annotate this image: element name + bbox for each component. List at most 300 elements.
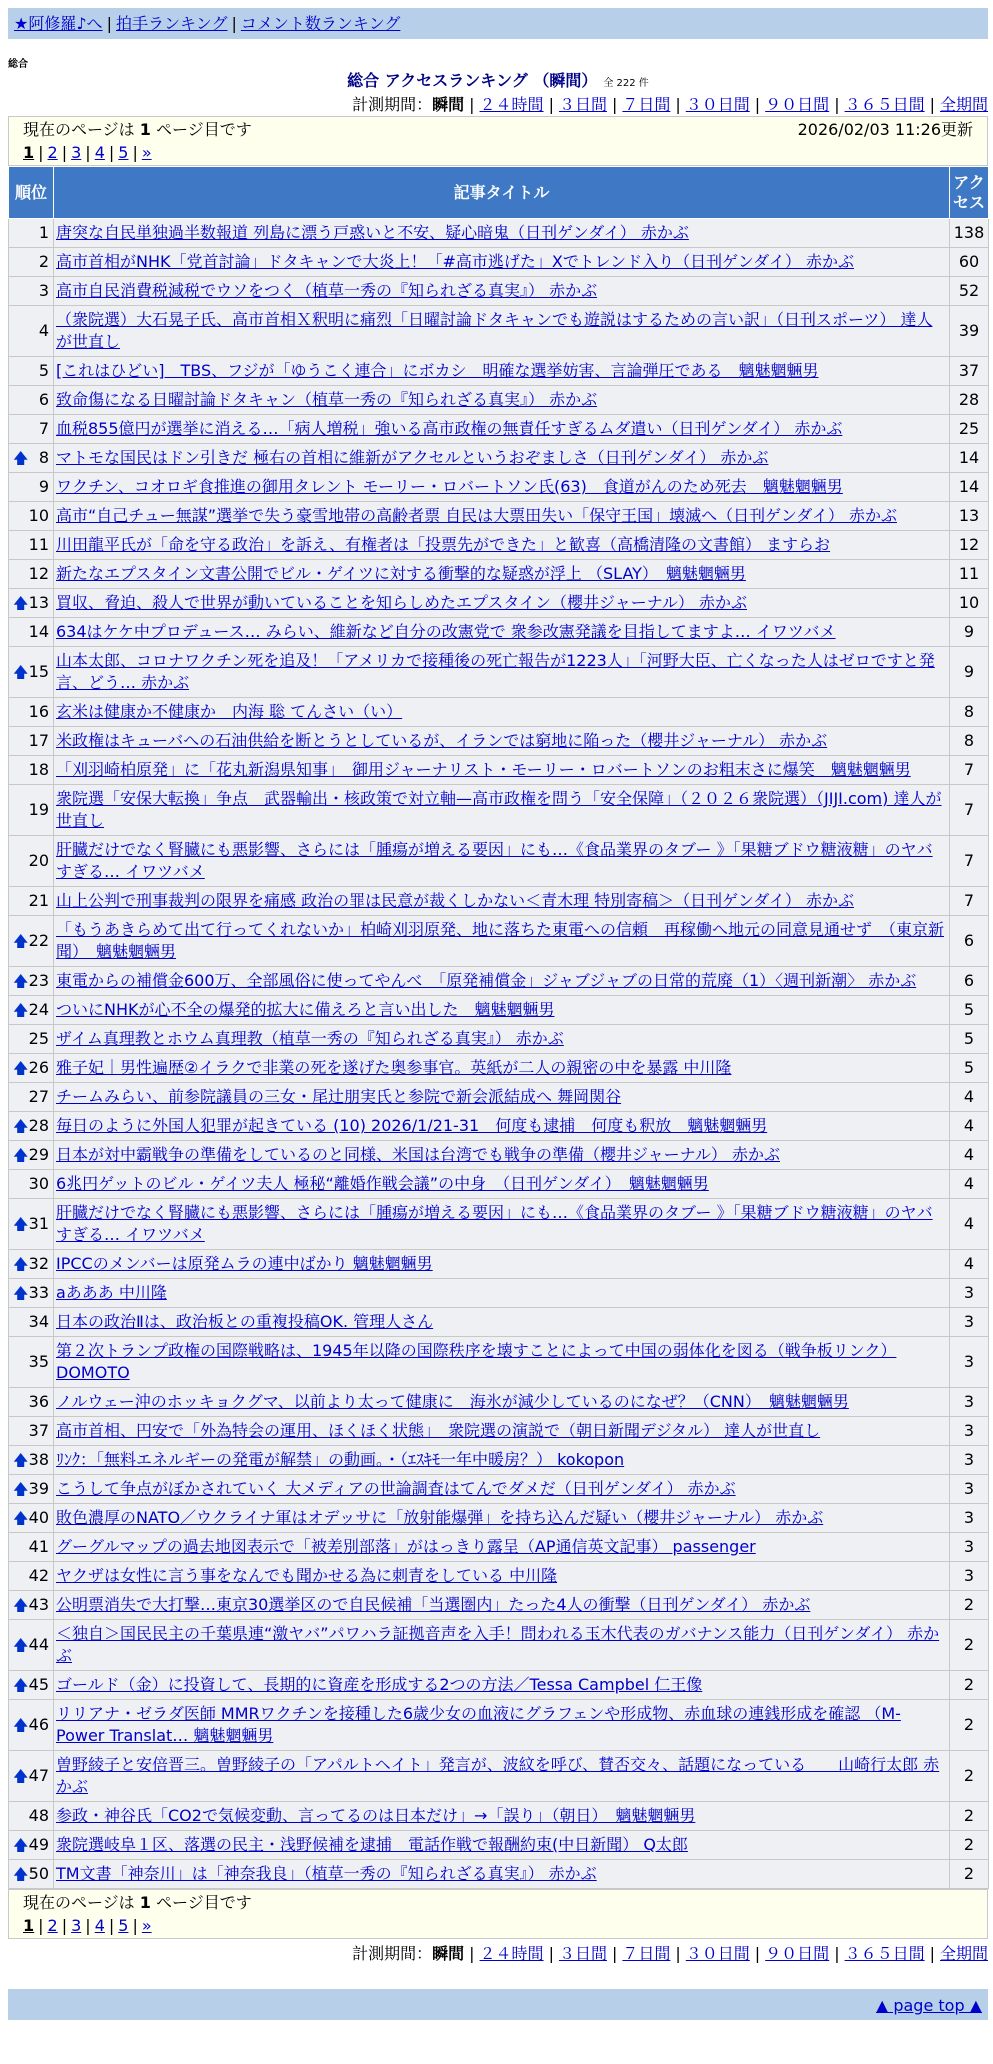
article-title-link[interactable]: 致命傷になる日曜討論ドタキャン（植草一秀の『知られざる真実』） 赤かぶ (56, 390, 598, 409)
period-current: 瞬間 (432, 95, 465, 114)
rank-number: 9 (38, 477, 49, 496)
rank-cell (9, 996, 54, 1025)
title-cell (54, 698, 950, 727)
period-link-bottom[interactable]: ７日間 (622, 1944, 671, 1963)
access-count-cell: 60 (950, 248, 989, 277)
article-title-link[interactable]: 東電からの補償金600万、全部風俗に使ってやんべ 「原発補償金」ジャブジャブの日常的荒廃（1）〈週刊新潮〉 赤かぶ (56, 971, 917, 990)
rank-up-arrow-icon: 🡅 (13, 1836, 29, 1854)
access-count-cell: 37 (950, 357, 989, 386)
rank-number: 25 (28, 1029, 49, 1048)
rank-number: 4 (38, 321, 49, 340)
title-cell (54, 1199, 950, 1250)
pagination-link[interactable]: 2 (47, 143, 58, 162)
period-separator: | (929, 95, 935, 114)
table-row (9, 219, 989, 248)
rank-up-arrow-icon: 🡅 (13, 932, 29, 950)
article-title-link[interactable]: [これはひどい] TBS、フジが「ゆうこく連合」にボカシ 明確な選挙妨害、言論弾圧である 魑魅魍魎男 (56, 361, 819, 380)
period-separator: | (548, 95, 554, 114)
access-count-cell: 14 (950, 444, 989, 473)
title-cell (54, 248, 950, 277)
period-separator: | (834, 95, 840, 114)
rank-cell (9, 1671, 54, 1700)
table-row (9, 1831, 989, 1860)
rank-cell (9, 618, 54, 647)
title-cell (54, 1417, 950, 1446)
rank-number: 5 (38, 361, 49, 380)
access-count-cell: 2 (950, 1831, 989, 1860)
rank-cell (9, 1860, 54, 1889)
rank-up-arrow-icon: 🡅 (13, 1117, 29, 1135)
page-status (23, 1891, 252, 1914)
table-row (9, 386, 989, 415)
title-cell (54, 727, 950, 756)
article-title-link[interactable]: ﾘﾝｸ：「無料エネルギーの発電が解禁」の動画。・（ｴｽｷﾓ一年中暖房？） kokopon (56, 1450, 625, 1469)
header-title: 記事タイトル (54, 167, 950, 219)
table-row (9, 1199, 989, 1250)
applause-ranking-link[interactable]: 拍手ランキング (115, 14, 228, 33)
rank-cell (9, 698, 54, 727)
page-top-link[interactable]: ▲ page top ▲ (875, 1996, 982, 2015)
access-count-cell: 9 (950, 647, 989, 698)
article-title-link[interactable]: 日本の政治Ⅱは、政治板との重複投稿OK. 管理人さん (56, 1312, 434, 1331)
title-cell (54, 589, 950, 618)
access-count-cell: 3 (950, 1533, 989, 1562)
table-row (9, 967, 989, 996)
rank-number: 32 (28, 1254, 49, 1273)
period-link-bottom[interactable]: ３０日間 (685, 1944, 750, 1963)
page-root (8, 8, 993, 2020)
table-row (9, 1388, 989, 1417)
title-cell (54, 1170, 950, 1199)
pagination-link[interactable]: 4 (94, 1916, 105, 1935)
total-count: 全 222 件 (603, 78, 649, 89)
access-count-cell: 5 (950, 1054, 989, 1083)
rank-up-arrow-icon: 🡅 (13, 1636, 29, 1654)
table-row (9, 415, 989, 444)
access-count-cell: 138 (950, 219, 989, 248)
title-cell (54, 1308, 950, 1337)
title-cell (54, 502, 950, 531)
access-count-cell: 52 (950, 277, 989, 306)
table-row (9, 647, 989, 698)
category-label: 総合 (8, 59, 28, 70)
table-row (9, 1112, 989, 1141)
rank-up-arrow-icon: 🡅 (13, 1284, 29, 1302)
access-count-cell: 2 (950, 1671, 989, 1700)
period-link[interactable]: ３０日間 (685, 95, 750, 114)
article-title-link[interactable]: 「刈羽崎柏原発」に「花丸新潟県知事」 御用ジャーナリスト・モーリー・ロバートソンのお粗末さに爆笑 魑魅魍魎男 (56, 760, 911, 779)
title-cell (54, 1025, 950, 1054)
rank-number: 45 (28, 1675, 49, 1694)
pagination-link[interactable]: 4 (94, 143, 105, 162)
access-count-cell: 39 (950, 306, 989, 357)
title-cell (54, 1112, 950, 1141)
article-title-link[interactable]: 川田龍平氏が「命を守る政治」を訴え、有権者は「投票先ができた」と歓喜（高橋清隆の文書館） ますらお (56, 535, 831, 554)
pagination-link[interactable]: 2 (47, 1916, 58, 1935)
title-cell (54, 916, 950, 967)
access-count-cell: 6 (950, 916, 989, 967)
access-count-cell: 4 (950, 1250, 989, 1279)
rank-number: 15 (28, 662, 49, 681)
access-count-cell: 4 (950, 1083, 989, 1112)
rank-cell (9, 1279, 54, 1308)
article-title-link[interactable]: ＜独自＞国民民主の千葉県連“激ヤバ”パワハラ証拠音声を入手！問われる玉木代表のガバナンス能力（日刊ゲンダイ） 赤かぶ (56, 1624, 940, 1665)
period-link-bottom[interactable]: ３６５日間 (844, 1944, 925, 1963)
rank-number: 29 (28, 1145, 49, 1164)
table-row (9, 248, 989, 277)
access-count-cell: 3 (950, 1279, 989, 1308)
rank-up-arrow-icon: 🡅 (13, 594, 29, 612)
article-title-link[interactable]: 血税855億円が選挙に消える…「病人増税」強いる高市政権の無責任すぎるムダ遣い（日刊ゲンダイ） 赤かぶ (56, 419, 843, 438)
updated-timestamp: 2026/02/03 11:26更新 (797, 120, 973, 139)
article-title-link[interactable]: IPCCのメンバーは原発ムラの連中ばかり 魑魅魍魎男 (56, 1254, 433, 1273)
rank-number: 2 (38, 252, 49, 271)
rank-cell (9, 785, 54, 836)
nav-separator: | (106, 14, 112, 33)
rank-cell (9, 1562, 54, 1591)
page-status-number: 1 (139, 1893, 151, 1912)
pagination-separator: | (85, 1916, 91, 1935)
access-count-cell: 10 (950, 589, 989, 618)
top-nav-bar (8, 8, 988, 39)
rank-number: 3 (38, 281, 49, 300)
period-separator: | (754, 95, 761, 114)
period-link[interactable]: 全期間 (939, 95, 988, 114)
rank-number: 20 (28, 851, 49, 870)
article-title-link[interactable]: 玄米は健康か不健康か 内海 聡 てんさい（い） (56, 702, 403, 721)
rank-number: 1 (38, 223, 49, 242)
rank-up-arrow-icon: 🡅 (13, 1676, 29, 1694)
rank-cell (9, 1446, 54, 1475)
title-cell (54, 1591, 950, 1620)
rank-cell (9, 916, 54, 967)
rank-up-arrow-icon: 🡅 (13, 1865, 29, 1883)
article-title-link[interactable]: 唐突な自民単独過半数報道 列島に漂う戸惑いと不安、疑心暗鬼（日刊ゲンダイ） 赤かぶ (56, 223, 689, 242)
access-count-cell: 2 (950, 1860, 989, 1889)
title-cell (54, 1054, 950, 1083)
rank-number: 17 (28, 731, 49, 750)
rank-number: 27 (28, 1087, 49, 1106)
home-link[interactable]: ★阿修羅♪へ (14, 14, 103, 33)
article-title-link[interactable]: ザイム真理教とホウム真理教（植草一秀の『知られざる真実』） 赤かぶ (56, 1029, 564, 1048)
rank-cell (9, 473, 54, 502)
article-title-link[interactable]: TM文書「神奈川」は「神奈我良」（植草一秀の『知られざる真実』） 赤かぶ (56, 1864, 597, 1883)
period-link-bottom[interactable]: ９０日間 (765, 1944, 830, 1963)
pagination-current: 1 (23, 1916, 35, 1935)
rank-number: 13 (28, 593, 49, 612)
page-title-line (8, 71, 988, 94)
page-status-row (23, 1891, 973, 1914)
pagination-link[interactable]: 5 (118, 143, 129, 162)
title-cell (54, 647, 950, 698)
pagination-next[interactable]: » (141, 1916, 152, 1935)
pagination-link[interactable]: 3 (71, 143, 82, 162)
article-title-link[interactable]: 山上公判で刑事裁判の限界を痛感 政治の罪は民意が裁くしかない＜青木理 特別寄稿＞（日刊ゲンダイ） 赤かぶ (56, 891, 854, 910)
table-row (9, 727, 989, 756)
title-cell (54, 1751, 950, 1802)
bottom-bar (8, 1989, 988, 2020)
article-title-link[interactable]: 高市首相がNHK「党首討論」ドタキャンで大炎上！「#高市逃げた」Xでトレンド入り（日刊ゲンダイ） 赤かぶ (56, 252, 854, 271)
pagination-next[interactable]: » (141, 143, 152, 162)
access-count-cell: 3 (950, 1308, 989, 1337)
table-row (9, 785, 989, 836)
page-status (23, 118, 252, 141)
title-cell (54, 836, 950, 887)
title-cell (54, 1250, 950, 1279)
rank-up-arrow-icon: 🡅 (13, 1059, 29, 1077)
table-row (9, 531, 989, 560)
title-cell (54, 887, 950, 916)
rank-number: 41 (28, 1537, 49, 1556)
period-separator: | (929, 1944, 935, 1963)
access-count-cell: 2 (950, 1591, 989, 1620)
rank-up-arrow-icon: 🡅 (13, 1767, 29, 1785)
page-info-box (8, 116, 988, 166)
period-separator: | (675, 95, 681, 114)
period-link[interactable]: ３６５日間 (844, 95, 925, 114)
article-title-link[interactable]: （衆院選）大石晃子氏、高市首相Ｘ釈明に痛烈「日曜討論ドタキャンでも遊説はするための言い訳」（日刊スポーツ） 達人が世直し (56, 310, 933, 351)
rank-cell (9, 1083, 54, 1112)
article-title-link[interactable]: チームみらい、前参院議員の三女・尾辻朋実氏と参院で新会派結成へ 舞岡関谷 (56, 1087, 622, 1106)
table-row (9, 1860, 989, 1889)
title-cell (54, 357, 950, 386)
rank-up-arrow-icon: 🡅 (13, 1716, 29, 1734)
article-title-link[interactable]: 6兆円ゲットのビル・ゲイツ夫人 極秘“離婚作戦会議”の中身 （日刊ゲンダイ） 魑魅魍魎男 (56, 1174, 709, 1193)
pagination-separator: | (61, 1916, 68, 1935)
access-count-cell: 2 (950, 1700, 989, 1751)
rank-number: 33 (28, 1283, 49, 1302)
title-cell (54, 996, 950, 1025)
article-title-link[interactable]: 高市“自己チュー無謀”選挙で失う豪雪地帯の高齢者票 自民は大票田失い「保守王国」壊滅へ（日刊ゲンダイ） 赤かぶ (56, 506, 897, 525)
pagination-link[interactable]: 3 (71, 1916, 82, 1935)
article-title-link[interactable]: リリアナ・ゼラダ医師 MMRワクチンを接種した6歳少女の血液にグラフェンや形成物、赤血球の連銭形成を確認 （M-Power Translat… 魑魅魍魎男 (56, 1704, 901, 1745)
rank-number: 14 (28, 622, 49, 641)
page-status-suffix: ページ目です (156, 120, 252, 139)
article-title-link[interactable]: ヤクザは女性に言う事をなんでも聞かせる為に刺青をしている 中川隆 (56, 1566, 558, 1585)
rank-cell (9, 1700, 54, 1751)
article-title-link[interactable]: マトモな国民はドン引きだ 極右の首相に維新がアクセルというおぞましさ（日刊ゲンダイ） 赤かぶ (56, 448, 769, 467)
title-cell (54, 277, 950, 306)
ranking-table (8, 166, 989, 1889)
rank-number: 49 (28, 1835, 49, 1854)
access-count-cell: 2 (950, 1802, 989, 1831)
access-count-cell: 3 (950, 1446, 989, 1475)
article-title-link[interactable]: aあああ 中川隆 (56, 1283, 167, 1302)
table-row (9, 1475, 989, 1504)
access-count-cell: 3 (950, 1562, 989, 1591)
period-link-bottom[interactable]: 全期間 (939, 1944, 988, 1963)
table-row (9, 1671, 989, 1700)
rank-cell (9, 560, 54, 589)
title-cell (54, 1279, 950, 1308)
table-row (9, 277, 989, 306)
article-title-link[interactable]: ノルウェー沖のホッキョクグマ、以前より太って健康に 海氷が減少しているのになぜ？（CNN） 魑魅魍魎男 (56, 1392, 849, 1411)
access-count-cell: 4 (950, 1141, 989, 1170)
article-title-link[interactable]: 曽野綾子と安倍晋三。曽野綾子の「アパルトヘイト」発言が、波紋を呼び、賛否交々、話題になっている 山崎行太郎 赤かぶ (56, 1755, 940, 1796)
article-title-link[interactable]: 参政・神谷氏「CO2で気候変動、言ってるのは日本だけ」→「誤り」（朝日） 魑魅魍魎男 (56, 1806, 696, 1825)
access-count-cell: 5 (950, 1025, 989, 1054)
article-title-link[interactable]: 買収、脅迫、殺人で世界が動いていることを知らしめたエプスタイン（櫻井ジャーナル） 赤かぶ (56, 593, 748, 612)
page-info-box-bottom (8, 1889, 988, 1939)
period-link[interactable]: ２４時間 (479, 95, 544, 114)
pagination-separator: | (61, 143, 68, 162)
rank-cell (9, 219, 54, 248)
rank-cell (9, 1250, 54, 1279)
pagination-link[interactable]: 5 (118, 1916, 129, 1935)
article-title-link[interactable]: こうして争点がぼかされていく 大メディアの世論調査はてんでダメだ（日刊ゲンダイ） 赤かぶ (56, 1479, 736, 1498)
rank-number: 19 (28, 800, 49, 819)
table-row (9, 1250, 989, 1279)
article-title-link[interactable]: 第２次トランプ政権の国際戦略は、1945年以降の国際秩序を壊すことによって中国の弱体化を図る（戦争板リンク） DOMOTO (56, 1341, 897, 1382)
table-row (9, 1802, 989, 1831)
page-title: 総合 アクセスランキング （瞬間） (347, 71, 598, 90)
table-row (9, 357, 989, 386)
article-title-link[interactable]: 高市自民消費税減税でウソをつく（植草一秀の『知られざる真実』） 赤かぶ (56, 281, 598, 300)
pagination-separator: | (132, 143, 138, 162)
rank-up-arrow-icon: 🡅 (13, 1001, 29, 1019)
rank-number: 47 (28, 1766, 49, 1785)
access-count-cell: 7 (950, 887, 989, 916)
rank-number: 22 (28, 931, 49, 950)
article-title-link[interactable]: 肝臓だけでなく腎臓にも悪影響、さらには「腫瘍が増える要因」にも…《食品業界のタブー 》「果糖ブドウ糖液糖」のヤバすぎる… イワツバメ (56, 1203, 933, 1244)
header-rank: 順位 (9, 167, 54, 219)
title-cell (54, 1700, 950, 1751)
article-title-link[interactable]: 山本太郎、コロナワクチン死を追及！「アメリカで接種後の死亡報告が1223人」「河野大臣、亡くなった人はゼロですと発言、どう… 赤かぶ (56, 651, 935, 692)
article-title-link[interactable]: 高市首相、円安で「外為特会の運用、ほくほく状態」 衆院選の演説で（朝日新聞デジタル） 達人が世直し (56, 1421, 821, 1440)
table-row (9, 887, 989, 916)
rank-number: 31 (28, 1214, 49, 1233)
rank-number: 43 (28, 1595, 49, 1614)
access-count-cell: 5 (950, 996, 989, 1025)
comment-ranking-link[interactable]: コメント数ランキング (240, 14, 401, 33)
article-title-link[interactable]: 新たなエプスタイン文書公開でビル・ゲイツに対する衝撃的な疑惑が浮上 （SLAY） 魑魅魍魎男 (56, 564, 746, 583)
title-cell (54, 1802, 950, 1831)
table-row (9, 1141, 989, 1170)
page-status-row (23, 118, 973, 141)
rank-cell (9, 1054, 54, 1083)
table-row (9, 916, 989, 967)
rank-number: 16 (28, 702, 49, 721)
rank-number: 26 (28, 1058, 49, 1077)
rank-cell (9, 1591, 54, 1620)
table-row (9, 473, 989, 502)
period-link[interactable]: ９０日間 (765, 95, 830, 114)
period-separator: | (675, 1944, 681, 1963)
table-row (9, 1700, 989, 1751)
rank-cell (9, 415, 54, 444)
period-separator: | (548, 1944, 554, 1963)
rank-cell (9, 1170, 54, 1199)
access-count-cell: 7 (950, 756, 989, 785)
article-title-link[interactable]: ゴールド（金）に投資して、長期的に資産を形成する2つの方法／Tessa Campbel 仁王像 (56, 1675, 703, 1694)
article-title-link[interactable]: 衆院選岐阜１区、落選の民主・浅野候補を逮捕 電話作戦で報酬約束(中日新聞） Q太郎 (56, 1835, 688, 1854)
table-row (9, 1083, 989, 1112)
rank-number: 36 (28, 1392, 49, 1411)
table-header-row (9, 167, 989, 219)
period-link[interactable]: ３日間 (558, 95, 607, 114)
page-status-prefix: 現在のページは (23, 120, 135, 139)
period-separator: | (611, 95, 618, 114)
period-separator: | (754, 1944, 761, 1963)
rank-number: 48 (28, 1806, 49, 1825)
title-cell (54, 1671, 950, 1700)
table-row (9, 1446, 989, 1475)
article-title-link[interactable]: ワクチン、コオロギ食推進の御用タレント モーリー・ロバートソン氏(63) 食道がんのため死去 魑魅魍魎男 (56, 477, 843, 496)
rank-cell (9, 1620, 54, 1671)
access-count-cell: 4 (950, 1170, 989, 1199)
rank-number: 40 (28, 1508, 49, 1527)
access-count-cell: 4 (950, 1112, 989, 1141)
rank-cell (9, 647, 54, 698)
access-count-cell: 3 (950, 1475, 989, 1504)
table-row (9, 1562, 989, 1591)
article-title-link[interactable]: 日本が対中霸戦争の準備をしているのと同様、米国は台湾でも戦争の準備（櫻井ジャーナル） 赤かぶ (56, 1145, 780, 1164)
article-title-link[interactable]: ついにNHKが心不全の爆発的拡大に備えろと言い出した 魑魅魍魎男 (56, 1000, 555, 1019)
rank-cell (9, 887, 54, 916)
rank-number: 23 (28, 971, 49, 990)
period-link-bottom[interactable]: ２４時間 (479, 1944, 544, 1963)
rank-cell (9, 531, 54, 560)
access-count-cell: 12 (950, 531, 989, 560)
rank-number: 28 (28, 1116, 49, 1135)
page-status-suffix: ページ目です (156, 1893, 252, 1912)
article-title-link[interactable]: 雅子妃｜男性遍歴②イラクで非業の死を遂げた奥参事官。英紙が二人の親密の中を暴露 中川隆 (56, 1058, 732, 1077)
article-title-link[interactable]: 公明票消失で大打撃…東京30選挙区ので自民候補「当選圏内」たった4人の衝撃（日刊ゲンダイ） 赤かぶ (56, 1595, 811, 1614)
title-cell (54, 219, 950, 248)
article-title-link[interactable]: 衆院選「安保大転換」争点 武器輸出・核政策で対立軸—高市政権を問う「安全保障」（２０２６衆院選）（JIJI.com) 達人が世直し (56, 789, 942, 830)
period-link-bottom[interactable]: ３日間 (558, 1944, 607, 1963)
title-cell (54, 306, 950, 357)
access-count-cell: 3 (950, 1388, 989, 1417)
rank-cell (9, 1388, 54, 1417)
article-title-link[interactable]: 毎日のように外国人犯罪が起きている (10) 2026/1/21-31 何度も逮捕 何度も釈放 魑魅魍魎男 (56, 1116, 768, 1135)
article-title-link[interactable]: グーグルマップの過去地図表示で「被差別部落」がはっきり露呈（AP通信英文記事） passenger (56, 1537, 756, 1556)
title-cell (54, 967, 950, 996)
article-title-link[interactable]: 米政権はキューバへの石油供給を断とうとしているが、イランでは窮地に陥った（櫻井ジャーナル） 赤かぶ (56, 731, 828, 750)
title-cell (54, 756, 950, 785)
rank-number: 35 (28, 1352, 49, 1371)
rank-number: 30 (28, 1174, 49, 1193)
table-row (9, 502, 989, 531)
rank-up-arrow-icon: 🡅 (13, 1596, 29, 1614)
rank-number: 38 (28, 1450, 49, 1469)
article-title-link[interactable]: 肝臓だけでなく腎臓にも悪影響、さらには「腫瘍が増える要因」にも…《食品業界のタブー 》「果糖ブドウ糖液糖」のヤバすぎる… イワツバメ (56, 840, 933, 881)
rank-number: 7 (38, 419, 49, 438)
title-cell (54, 1831, 950, 1860)
access-count-cell: 11 (950, 560, 989, 589)
title-cell (54, 1533, 950, 1562)
period-current: 瞬間 (432, 1944, 465, 1963)
rank-up-arrow-icon: 🡅 (13, 1509, 29, 1527)
rank-cell (9, 1533, 54, 1562)
article-title-link[interactable]: 敗色濃厚のNATO／ウクライナ軍はオデッサに「放射能爆弾」を持ち込んだ疑い（櫻井ジャーナル） 赤かぶ (56, 1508, 824, 1527)
rank-number: 44 (28, 1635, 49, 1654)
article-title-link[interactable]: 「もうあきらめて出て行ってくれないか」柏崎刈羽原発、地に落ちた東電への信頼 再稼働へ地元の同意見通せず （東京新聞） 魑魅魍魎男 (56, 920, 945, 961)
rank-number: 50 (28, 1864, 49, 1883)
table-row (9, 618, 989, 647)
rank-number: 37 (28, 1421, 49, 1440)
access-count-cell: 8 (950, 727, 989, 756)
period-link[interactable]: ７日間 (622, 95, 671, 114)
rank-up-arrow-icon: 🡅 (13, 1255, 29, 1273)
article-title-link[interactable]: 634はケケ中プロデュース… みらい、維新など自分の改憲党で 衆参改憲発議を目指してますよ… イワツバメ (56, 622, 836, 641)
rank-number: 6 (38, 390, 49, 409)
pagination-separator: | (108, 143, 115, 162)
table-row (9, 560, 989, 589)
rank-up-arrow-icon: 🡅 (13, 1146, 29, 1164)
table-row (9, 836, 989, 887)
rank-number: 24 (28, 1000, 49, 1019)
